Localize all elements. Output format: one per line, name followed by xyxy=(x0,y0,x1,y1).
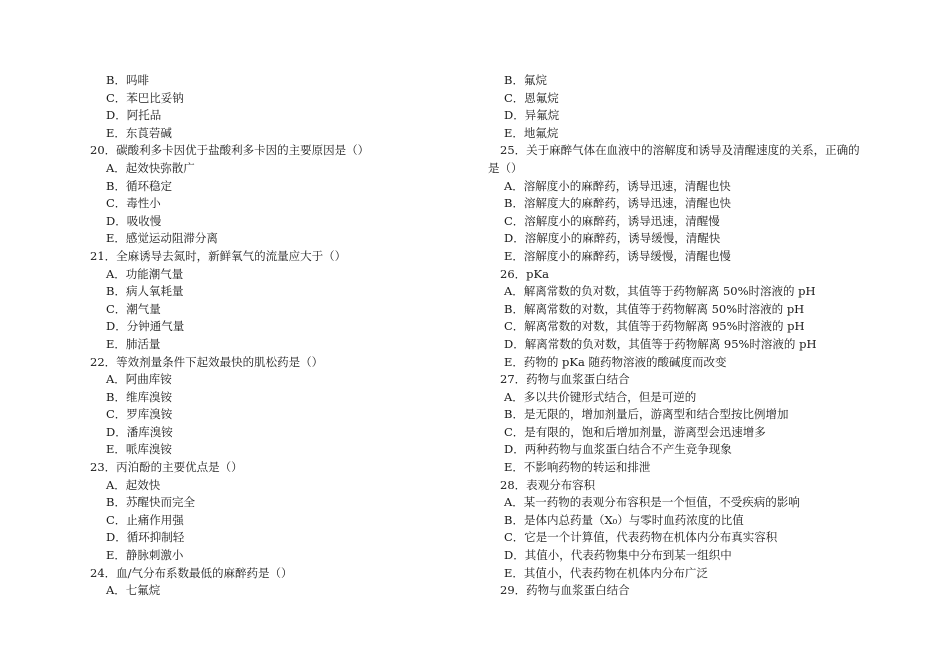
answer-option: B．维库溴铵 xyxy=(106,389,172,404)
answer-option: D．异氟烷 xyxy=(504,108,560,123)
answer-option: B．解离常数的对数，其值等于药物解离 50%时溶液的 pH xyxy=(504,301,805,316)
answer-option: E．溶解度小的麻醉药，诱导缓慢，清醒也慢 xyxy=(504,248,731,263)
answer-option: A．起效快 xyxy=(106,477,161,492)
answer-option: D．其值小，代表药物集中分布到某一组织中 xyxy=(504,548,732,563)
answer-option: E．肺活量 xyxy=(106,336,161,351)
answer-option: E．药物的 pKa 随药物溶液的酸碱度而改变 xyxy=(504,354,727,369)
answer-option: C．毒性小 xyxy=(106,196,161,211)
answer-option: E．地氟烷 xyxy=(504,125,559,140)
answer-option: B．是无限的，增加剂量后，游离型和结合型按比例增加 xyxy=(504,407,789,422)
answer-option: D．循环抑制轻 xyxy=(106,530,185,545)
answer-option: E．东莨菪碱 xyxy=(106,125,172,140)
answer-option: D．溶解度小的麻醉药，诱导缓慢，清醒快 xyxy=(504,231,721,246)
question-text-continuation: 是（） xyxy=(488,160,523,175)
answer-option: E．哌库溴铵 xyxy=(106,442,172,457)
answer-option: C．止痛作用强 xyxy=(106,512,184,527)
answer-option: C．它是一个计算值，代表药物在机体内分布真实容积 xyxy=(504,530,778,545)
answer-option: D．解离常数的负对数，其值等于药物解离 95%时溶液的 pH xyxy=(504,336,817,351)
answer-option: E．不影响药物的转运和排泄 xyxy=(504,460,651,475)
answer-option: A．溶解度小的麻醉药，诱导迅速，清醒也快 xyxy=(504,178,731,193)
answer-option: C．解离常数的对数，其值等于药物解离 95%时溶液的 pH xyxy=(504,319,805,334)
answer-option: D．分钟通气量 xyxy=(106,319,185,334)
answer-option: B．氟烷 xyxy=(504,73,547,87)
answer-option: E．感觉运动阻滞分离 xyxy=(106,231,218,246)
answer-option: C．溶解度小的麻醉药，诱导迅速，清醒慢 xyxy=(504,213,720,228)
answer-option: C．潮气量 xyxy=(106,301,161,316)
answer-option: A．解离常数的负对数，其值等于药物解离 50%时溶液的 pH xyxy=(504,284,816,299)
answer-option: D．两种药物与血浆蛋白结合不产生竞争现象 xyxy=(504,442,732,457)
answer-option: B．是体内总药量（X₀）与零时血药浓度的比值 xyxy=(504,512,744,527)
question-text: 22．等效剂量条件下起效最快的肌松药是（） xyxy=(90,354,324,369)
answer-option: C．罗库溴铵 xyxy=(106,407,173,422)
answer-option: D．潘库溴铵 xyxy=(106,424,173,439)
question-text: 27．药物与血浆蛋白结合 xyxy=(500,372,630,387)
answer-option: A．某一药物的表观分布容积是一个恒值，不受疾病的影响 xyxy=(504,495,800,510)
answer-option: A．阿曲库铵 xyxy=(106,372,172,387)
question-text: 26．pKa xyxy=(500,266,549,281)
answer-option: B．循环稳定 xyxy=(106,178,172,193)
answer-option: E．其值小，代表药物在机体内分布广泛 xyxy=(504,565,708,580)
question-text: 24．血/气分布系数最低的麻醉药是（） xyxy=(90,565,293,580)
question-text: 25．关于麻醉气体在血液中的溶解度和诱导及清醒速度的关系，正确的 xyxy=(500,143,860,158)
answer-option: B．病人氧耗量 xyxy=(106,284,184,299)
answer-option: E．静脉刺激小 xyxy=(106,548,184,563)
question-text: 23．丙泊酚的主要优点是（） xyxy=(90,460,243,475)
answer-option: C．苯巴比妥钠 xyxy=(106,90,184,105)
question-text: 29．药物与血浆蛋白结合 xyxy=(500,583,630,598)
answer-option: C．是有限的，饱和后增加剂量，游离型会迅速增多 xyxy=(504,424,766,439)
answer-option: D．阿托品 xyxy=(106,108,162,123)
answer-option: B．吗啡 xyxy=(106,73,149,87)
answer-option: A．多以共价键形式结合，但是可逆的 xyxy=(504,389,697,404)
answer-option: B．苏醒快而完全 xyxy=(106,495,195,510)
answer-option: D．吸收慢 xyxy=(106,213,162,228)
right-column xyxy=(488,72,878,600)
answer-option: A．起效快弥散广 xyxy=(106,160,195,175)
answer-option: C．恩氟烷 xyxy=(504,90,559,105)
question-text: 21．全麻诱导去氮时，新鲜氧气的流量应大于（） xyxy=(90,248,347,263)
left-column xyxy=(90,72,470,600)
question-text: 28．表观分布容积 xyxy=(500,477,596,492)
answer-option: B．溶解度大的麻醉药，诱导迅速，清醒也快 xyxy=(504,196,731,211)
answer-option: A．功能潮气量 xyxy=(106,266,184,281)
answer-option: A．七氟烷 xyxy=(106,583,161,598)
question-text: 20．碳酸利多卡因优于盐酸利多卡因的主要原因是（） xyxy=(90,143,370,158)
